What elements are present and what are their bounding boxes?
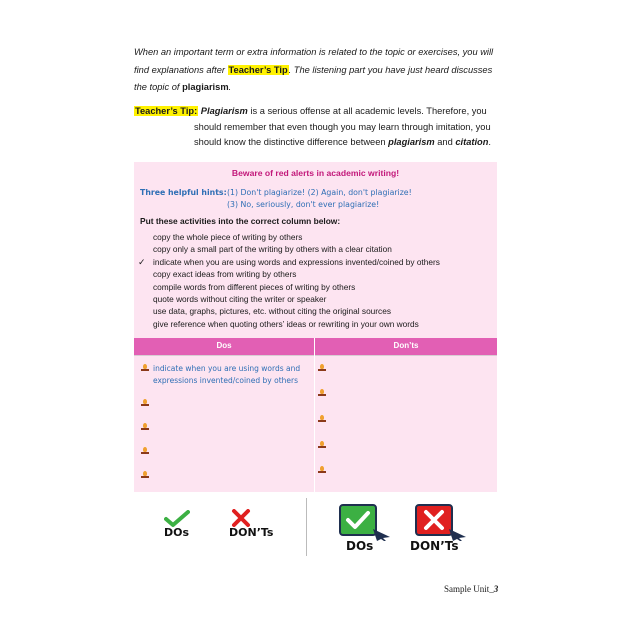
dos-label-2: DOs (346, 539, 374, 553)
activity-item (134, 293, 497, 305)
activity-item (134, 231, 497, 243)
bullet-icon (141, 423, 149, 431)
dos-answer: indicate when you are using words and expressions invented/coined by others (153, 364, 301, 385)
activity-item (134, 243, 497, 255)
activity-item (134, 281, 497, 293)
activity-text: quote words without citing the writer or speaker (153, 294, 327, 305)
activity-text: compile words from different pieces of writing by others (153, 281, 356, 292)
activity-text: copy the whole piece of writing by others (153, 232, 303, 242)
red-x-box-icon (414, 503, 474, 541)
activity-text: use data, graphs, pictures, etc. without citing the original sources (153, 306, 391, 317)
tip-line2: should remember that even though you may learn through imitation, you (194, 121, 491, 132)
activity-item (134, 256, 497, 268)
tip-line1: is a serious offense at all academic levels. Therefore, you (247, 106, 487, 116)
activity-text: copy only a small part of the writing by others with a clear citation (153, 244, 392, 255)
activity-text: indicate when you are using words and expressions invented/coined by others (153, 256, 440, 267)
intro-end: . (228, 82, 232, 92)
hint-line-1: (1) Don't plagiarize! (2) Again, don't plagiarize! (227, 188, 412, 197)
activity-item (134, 268, 497, 280)
footer-label: Sample Unit_ (444, 584, 494, 594)
hints-label: Three helpful hints: (140, 188, 227, 197)
icon-separator (306, 498, 307, 556)
intro-text-2: . The listening part you have just heard discusses the topic of (134, 64, 493, 92)
page-number: 3 (493, 584, 499, 594)
bullet-icon (141, 364, 149, 372)
bullet-icon (141, 447, 149, 455)
tip-line3-wrap (134, 135, 506, 151)
bullet-icon (318, 441, 326, 449)
donts-label-2: DON’Ts (410, 539, 459, 553)
red-x-icon (231, 509, 251, 527)
table-header (134, 338, 497, 355)
bullet-icon (141, 471, 149, 479)
bullet-icon (141, 399, 149, 407)
intro-topic: plagiarism (182, 82, 229, 92)
card-title: Beware of red alerts in academic writing! (231, 168, 400, 178)
activity-card (134, 162, 497, 492)
activity-item (134, 305, 497, 317)
donts-label-1: DON’Ts (229, 526, 274, 539)
table-divider (134, 355, 497, 356)
col-dos-header: Dos (216, 341, 232, 350)
bullet-icon (318, 415, 326, 423)
tip-label: Teacher’s Tip: (135, 106, 198, 116)
hint-line-2: (3) No, seriously, don't ever plagiarize! (227, 200, 380, 209)
activity-list (134, 231, 497, 330)
column-divider (314, 338, 315, 492)
activity-item (134, 318, 497, 330)
tip-term: Plagiarism (200, 106, 248, 116)
check-mark-icon: ✓ (138, 256, 146, 267)
tip-term2: plagiarism (388, 137, 435, 147)
tip-end: . (488, 137, 492, 147)
bullet-icon (318, 364, 326, 372)
intro-text-1: When an important term or extra information is related to the topic or exercises, you will find explanations after (134, 47, 494, 75)
bullet-icon (318, 466, 326, 474)
intro-paragraph (134, 44, 504, 97)
activity-text: copy exact ideas from writing by others (153, 269, 297, 280)
teachers-tip-highlight: Teacher’s Tip (228, 64, 288, 75)
hints (140, 187, 412, 211)
page-footer (444, 584, 498, 594)
tip-and: and (434, 137, 456, 147)
bullet-icon (318, 389, 326, 397)
green-check-box-icon (338, 503, 398, 541)
tip-line3: should know the distinctive difference between (194, 137, 389, 147)
tip-term3: citation (455, 137, 489, 147)
dos-label-1: DOs (164, 526, 190, 539)
activity-text: give reference when quoting others’ ideas or rewriting in your own words (153, 318, 419, 329)
teachers-tip (134, 104, 506, 151)
col-donts-header: Don’ts (393, 341, 419, 350)
instruction: Put these activities into the correct column below: (140, 216, 341, 226)
